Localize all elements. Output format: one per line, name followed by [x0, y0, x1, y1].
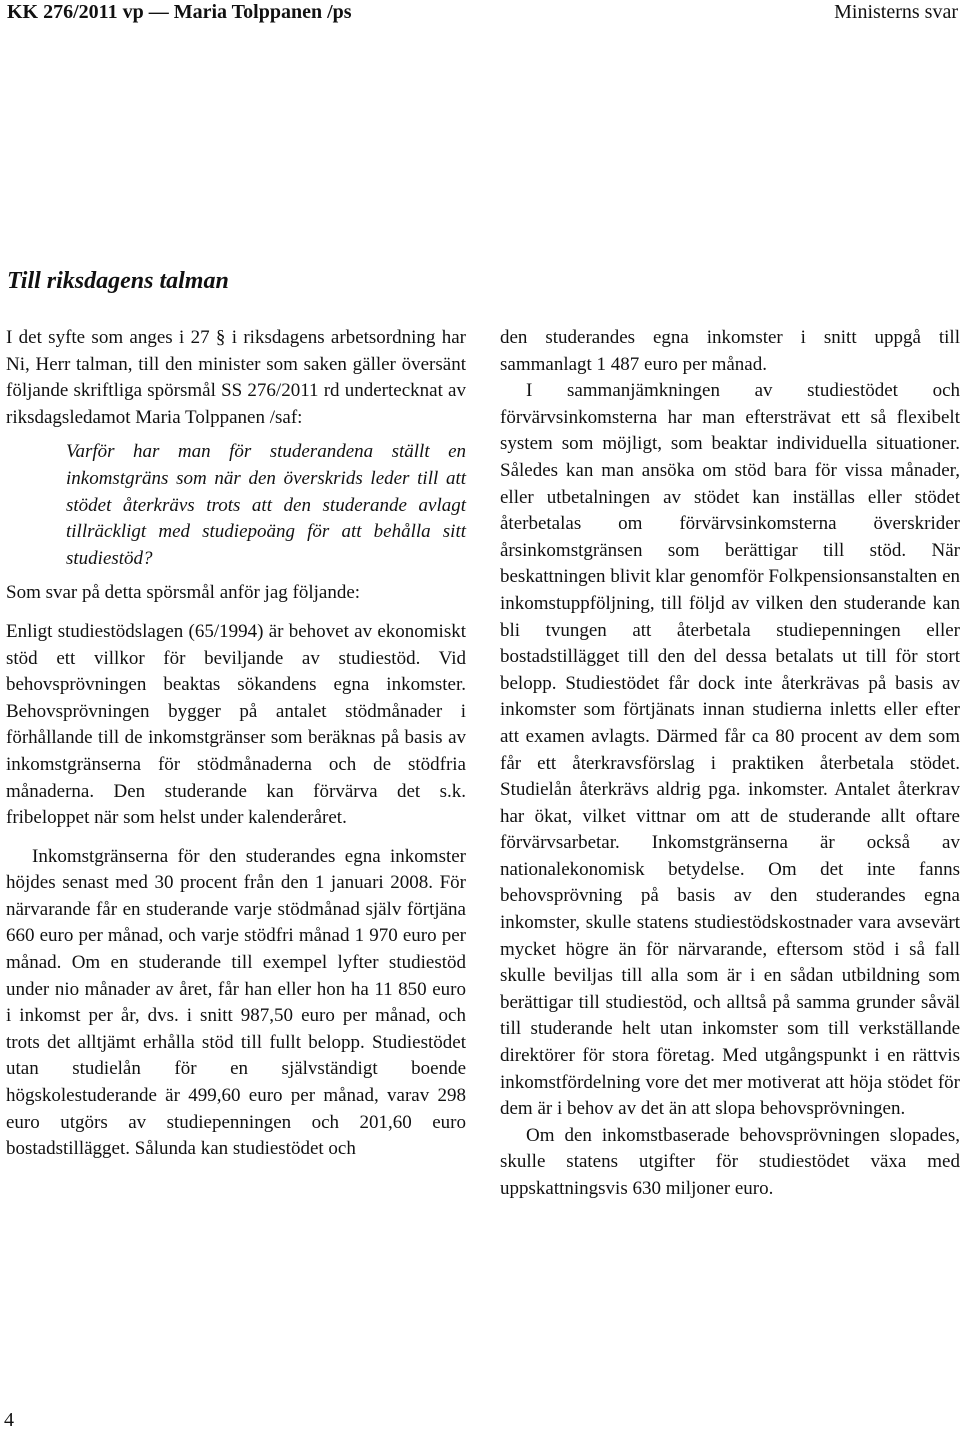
answer-intro: Som svar på detta spörsmål anför jag följande:: [6, 582, 361, 604]
header-section-title: Ministerns svar: [834, 1, 958, 23]
body-paragraph: den studerandes egna inkomster i snitt uppgå till sammanlagt 1 487 euro per månad.: [500, 327, 960, 375]
body-paragraph: Om den inkomstbaserade behovsprövningen slopades, skulle statens utgifter för studiestödet växa med uppskattningsvis 630 miljoner euro.: [500, 1124, 960, 1199]
page-number: 4: [4, 1409, 14, 1431]
header-document-reference: KK 276/2011 vp — Maria Tolppanen /ps: [7, 1, 352, 23]
intro-paragraph: I det syfte som anges i 27 § i riksdagens arbetsordning har Ni, Herr talman, till den minister som saken gäller översänt följande skriftliga spörsmål SS 276/2011 rd undertecknat av riksdagsledamot Maria Tolppanen /saf:: [6, 327, 466, 428]
right-column: [500, 325, 960, 1203]
question-paragraph: Varför har man för studerandena ställt en inkomstgräns som när den överskrids leder till att stödet återkrävs trots att den studerande avlagt tillräckligt med studiepoäng för att behålla sitt studiestöd?: [66, 441, 466, 569]
page-header: [0, 0, 960, 28]
body-paragraph: Inkomstgränserna för den studerandes egna inkomster höjdes senast med 30 procent från den 1 januari 2008. För närvarande får en studerande varje stödmånad själv förtjäna 660 euro per månad, och varje stödfri månad 1 970 euro per månad. Om en studerande till exempel lyfter studiestöd under nio månader av året, får han eller hon ha 11 850 euro i inkomst per år, dvs. i snitt 987,50 euro per månad, och trots det alltjämt erhålla stöd till fullt belopp. Studiestödet utan studielån för en självständigt boende högskolestuderande är 499,60 euro per månad, varav 298 euro utgörs av studiepenningen och 201,60 euro bostadstillägget. Sålunda kan studiestödet och: [6, 845, 466, 1160]
body-paragraph: I sammanjämkningen av studiestödet och förvärvsinkomsterna har man eftersträvat ett så flexibelt system som möjligt, som beaktar individuella situationer. Således kan man ansöka om stöd bara för vissa månader, eller utbetalningen av stödet kan inställas eller stödet återbetalas om förvärvsinkomsterna överskrider årsinkomstgränsen som berättigar till stöd. När beskattningen blivit klar genomför Folkpensionsanstalten en inkomstuppföljning, till följd av vilken den studerande kan bli tvungen att återbetala studiepenningen eller bostadstillägget till den del dessa betalats ut till för stort belopp. Studiestödet får dock inte återkrävas på basis av inkomster som förtjänats innan studierna inletts eller efter att examen avlagts. Därmed får ca 80 procent av dem som får ett återkravsförslag i praktiken återbetala stödet. Studielån återkrävs aldrig pga. inkomster. Antalet återkrav har ökat, vilket vittnar om att de studerande allt oftare förvärvsarbetar. Inkomstgränserna är också av nationalekonomisk betydelse. Om det inte fanns behovsprövning på basis av den studerandes egna inkomster, skulle statens studiestödskostnader vara avsevärt mycket högre än för närvarande, eftersom stöd i så fall skulle beviljas till alla som är i en sådan utbildning som berättigar till studiestöd, och alltså på samma grunder såväl till studerande helt utan inkomster som till verkställande direktörer för stora företag. Med utgångspunkt i en rättvis inkomstfördelning vore det mer motiverat att höja stödet för dem är i behov av det än att slopa behovsprövningen.: [500, 380, 960, 1120]
left-column: [6, 325, 466, 1163]
body-paragraph: Enligt studiestödslagen (65/1994) är behovet av ekonomiskt stöd ett villkor för beviljande av studiestöd. Vid behovsprövningen beaktas sökandens egna inkomster. Behovsprövningen bygger på antalet stödmånader i förhållande till de inkomstgränser som beräknas på basis av inkomstgränserna för stödmånaderna och de stödfria månaderna. Den studerande kan förvärva det s.k. fribeloppet när som helst under kalenderåret.: [6, 620, 466, 829]
page-title: Till riksdagens talman: [7, 268, 229, 294]
